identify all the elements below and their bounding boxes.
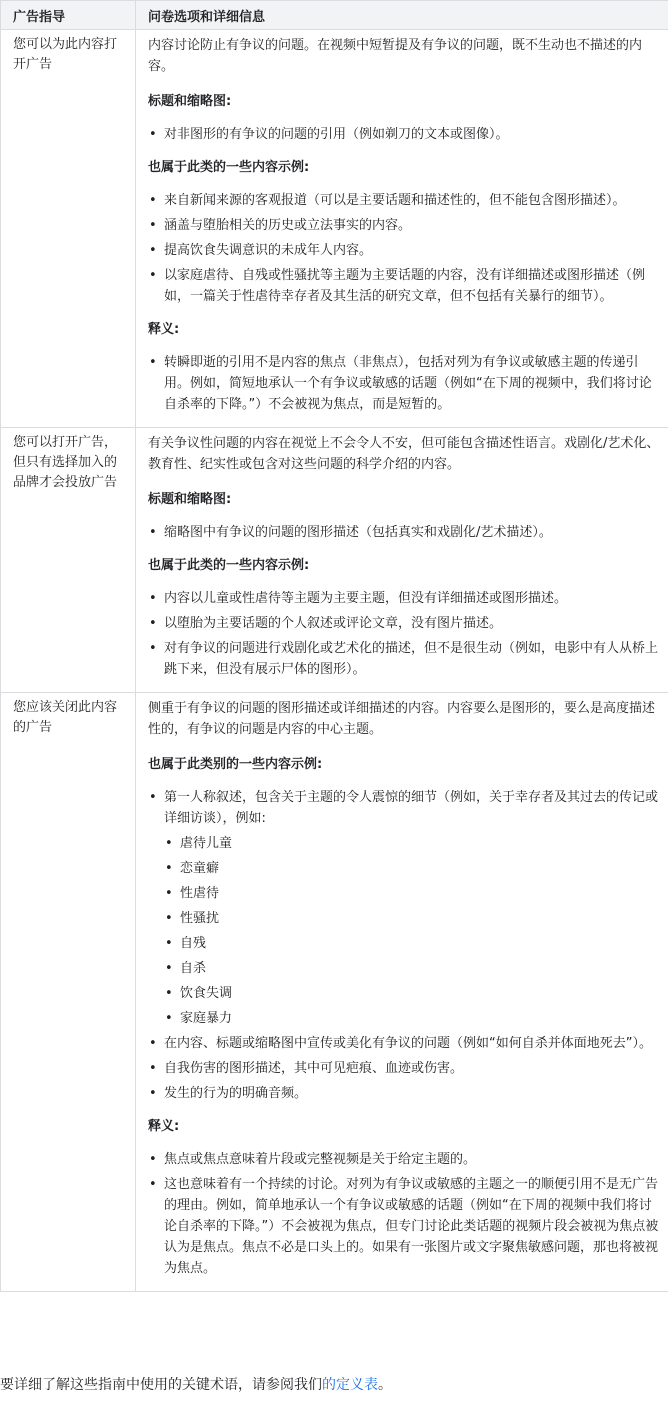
row-description: 侧重于有争议的问题的图形描述或详细描述的内容。内容要么是图形的，要么是高度描述性的，有争议的问题是内容的中心主题。 — [148, 701, 656, 737]
list-item: • 转瞬即逝的引用不是内容的焦点（非焦点），包括对列为有争议或敏感主题的传递引用。例如，简短地承认一个有争议或敏感的话题（例如“在下周的视频中，我们将讨论自杀率的下降。”）不会被视为焦点，而是短暂的。 — [148, 352, 660, 415]
table-row — [1, 30, 668, 428]
list-item: • 来自新闻来源的客观报道（可以是主要话题和描述性的，但不能包含图形描述）。 — [148, 190, 660, 211]
thumbnail-heading: 标题和缩略图: — [148, 94, 232, 109]
list-item: • 以堕胎为主要话题的个人叙述或评论文章，没有图片描述。 — [148, 613, 660, 634]
footer-note — [0, 1373, 668, 1397]
guide-cell: 您可以打开广告，但只有选择加入的品牌才会投放广告 — [1, 428, 136, 693]
interpretation-heading: 释义: — [148, 322, 180, 337]
row-description: 内容讨论防止有争议的问题。在视频中短暂提及有争议的问题，既不生动也不描述的内容。 — [148, 38, 643, 74]
examples-heading: 也属于此类的一些内容示例: — [148, 160, 310, 175]
interpretation-heading: 释义: — [148, 1119, 180, 1134]
list-item: • 这也意味着有一个持续的讨论。对列为有争议或敏感的主题之一的顺便引用不是无广告的理由。例如，简单地承认一个有争议或敏感的话题（例如“在下周的视频中我们将讨论自杀率的下降。”）不会被视为焦点，但专门讨论此类话题的视频片段会被视为焦点被认为是焦点。焦点不必是口头上的。如果有一张图片或文字聚焦敏感问题，那也将被视为焦点。 — [148, 1174, 660, 1279]
table-row — [1, 428, 668, 693]
list-item: • 提高饮食失调意识的未成年人内容。 — [148, 240, 660, 261]
list-item: • 焦点或焦点意味着片段或完整视频是关于给定主题的。 — [148, 1149, 660, 1170]
table-row — [1, 693, 668, 1292]
detail-cell — [136, 693, 668, 1292]
sub-list-item: • 虐待儿童 — [164, 833, 660, 854]
detail-cell — [136, 30, 668, 428]
thumbnail-heading: 标题和缩略图: — [148, 492, 232, 507]
footer-text: 要详细了解这些指南中使用的关键术语，请参阅我们 — [0, 1377, 322, 1393]
header-ad-guidance: 广告指导 — [1, 1, 136, 30]
list-item: • 对非图形的有争议的问题的引用（例如剃刀的文本或图像）。 — [148, 124, 660, 145]
list-item: • 自我伤害的图形描述，其中可见疤痕、血迹或伤害。 — [148, 1058, 660, 1079]
examples-list — [148, 787, 660, 1104]
list-item — [148, 787, 660, 1029]
examples-heading: 也属于此类别的一些内容示例: — [148, 757, 323, 772]
sub-list — [164, 833, 660, 1029]
sub-list-item: • 性虐待 — [164, 883, 660, 904]
guide-cell: 您可以为此内容打开广告 — [1, 30, 136, 428]
interpretation-list — [148, 1149, 660, 1279]
thumbnail-list — [148, 522, 660, 543]
sub-list-item: • 恋童癖 — [164, 858, 660, 879]
definitions-link[interactable]: 的定义表 — [322, 1377, 378, 1393]
first-example-text: 第一人称叙述，包含关于主题的令人震惊的细节（例如，关于幸存者及其过去的传记或详细访谈），例如: — [164, 790, 659, 826]
sub-list-item: • 自残 — [164, 933, 660, 954]
list-item: • 在内容、标题或缩略图中宣传或美化有争议的问题（例如“如何自杀并体面地死去”）。 — [148, 1033, 660, 1054]
list-item: • 以家庭虐待、自残或性骚扰等主题为主要话题的内容，没有详细描述或图形描述（例如，一篇关于性虐待幸存者及其生活的研究文章，但不包括有关暴行的细节）。 — [148, 265, 660, 307]
list-item: • 缩略图中有争议的问题的图形描述（包括真实和戏剧化/艺术描述）。 — [148, 522, 660, 543]
examples-heading: 也属于此类的一些内容示例: — [148, 558, 310, 573]
examples-list — [148, 190, 660, 307]
list-item: • 内容以儿童或性虐待等主题为主要主题，但没有详细描述或图形描述。 — [148, 588, 660, 609]
detail-cell — [136, 428, 668, 693]
header-questionnaire-details: 问卷选项和详细信息 — [136, 1, 668, 30]
list-item: • 涵盖与堕胎相关的历史或立法事实的内容。 — [148, 215, 660, 236]
sub-list-item: • 家庭暴力 — [164, 1008, 660, 1029]
sub-list-item: • 性骚扰 — [164, 908, 660, 929]
list-item: • 对有争议的问题进行戏剧化或艺术化的描述，但不是很生动（例如，电影中有人从桥上跳下来，但没有展示尸体的图形）。 — [148, 638, 660, 680]
interpretation-list — [148, 352, 660, 415]
footer-period: 。 — [378, 1377, 392, 1393]
guide-cell: 您应该关闭此内容的广告 — [1, 693, 136, 1292]
sub-list-item: • 自杀 — [164, 958, 660, 979]
row-description: 有关争议性问题的内容在视觉上不会令人不安，但可能包含描述性语言。戏剧化/艺术化、教育性、纪实性或包含对这些问题的科学介绍的内容。 — [148, 436, 660, 472]
sub-list-item: • 饮食失调 — [164, 983, 660, 1004]
table-header-row — [1, 1, 668, 30]
examples-list — [148, 588, 660, 680]
list-item: • 发生的行为的明确音频。 — [148, 1083, 660, 1104]
thumbnail-list — [148, 124, 660, 145]
